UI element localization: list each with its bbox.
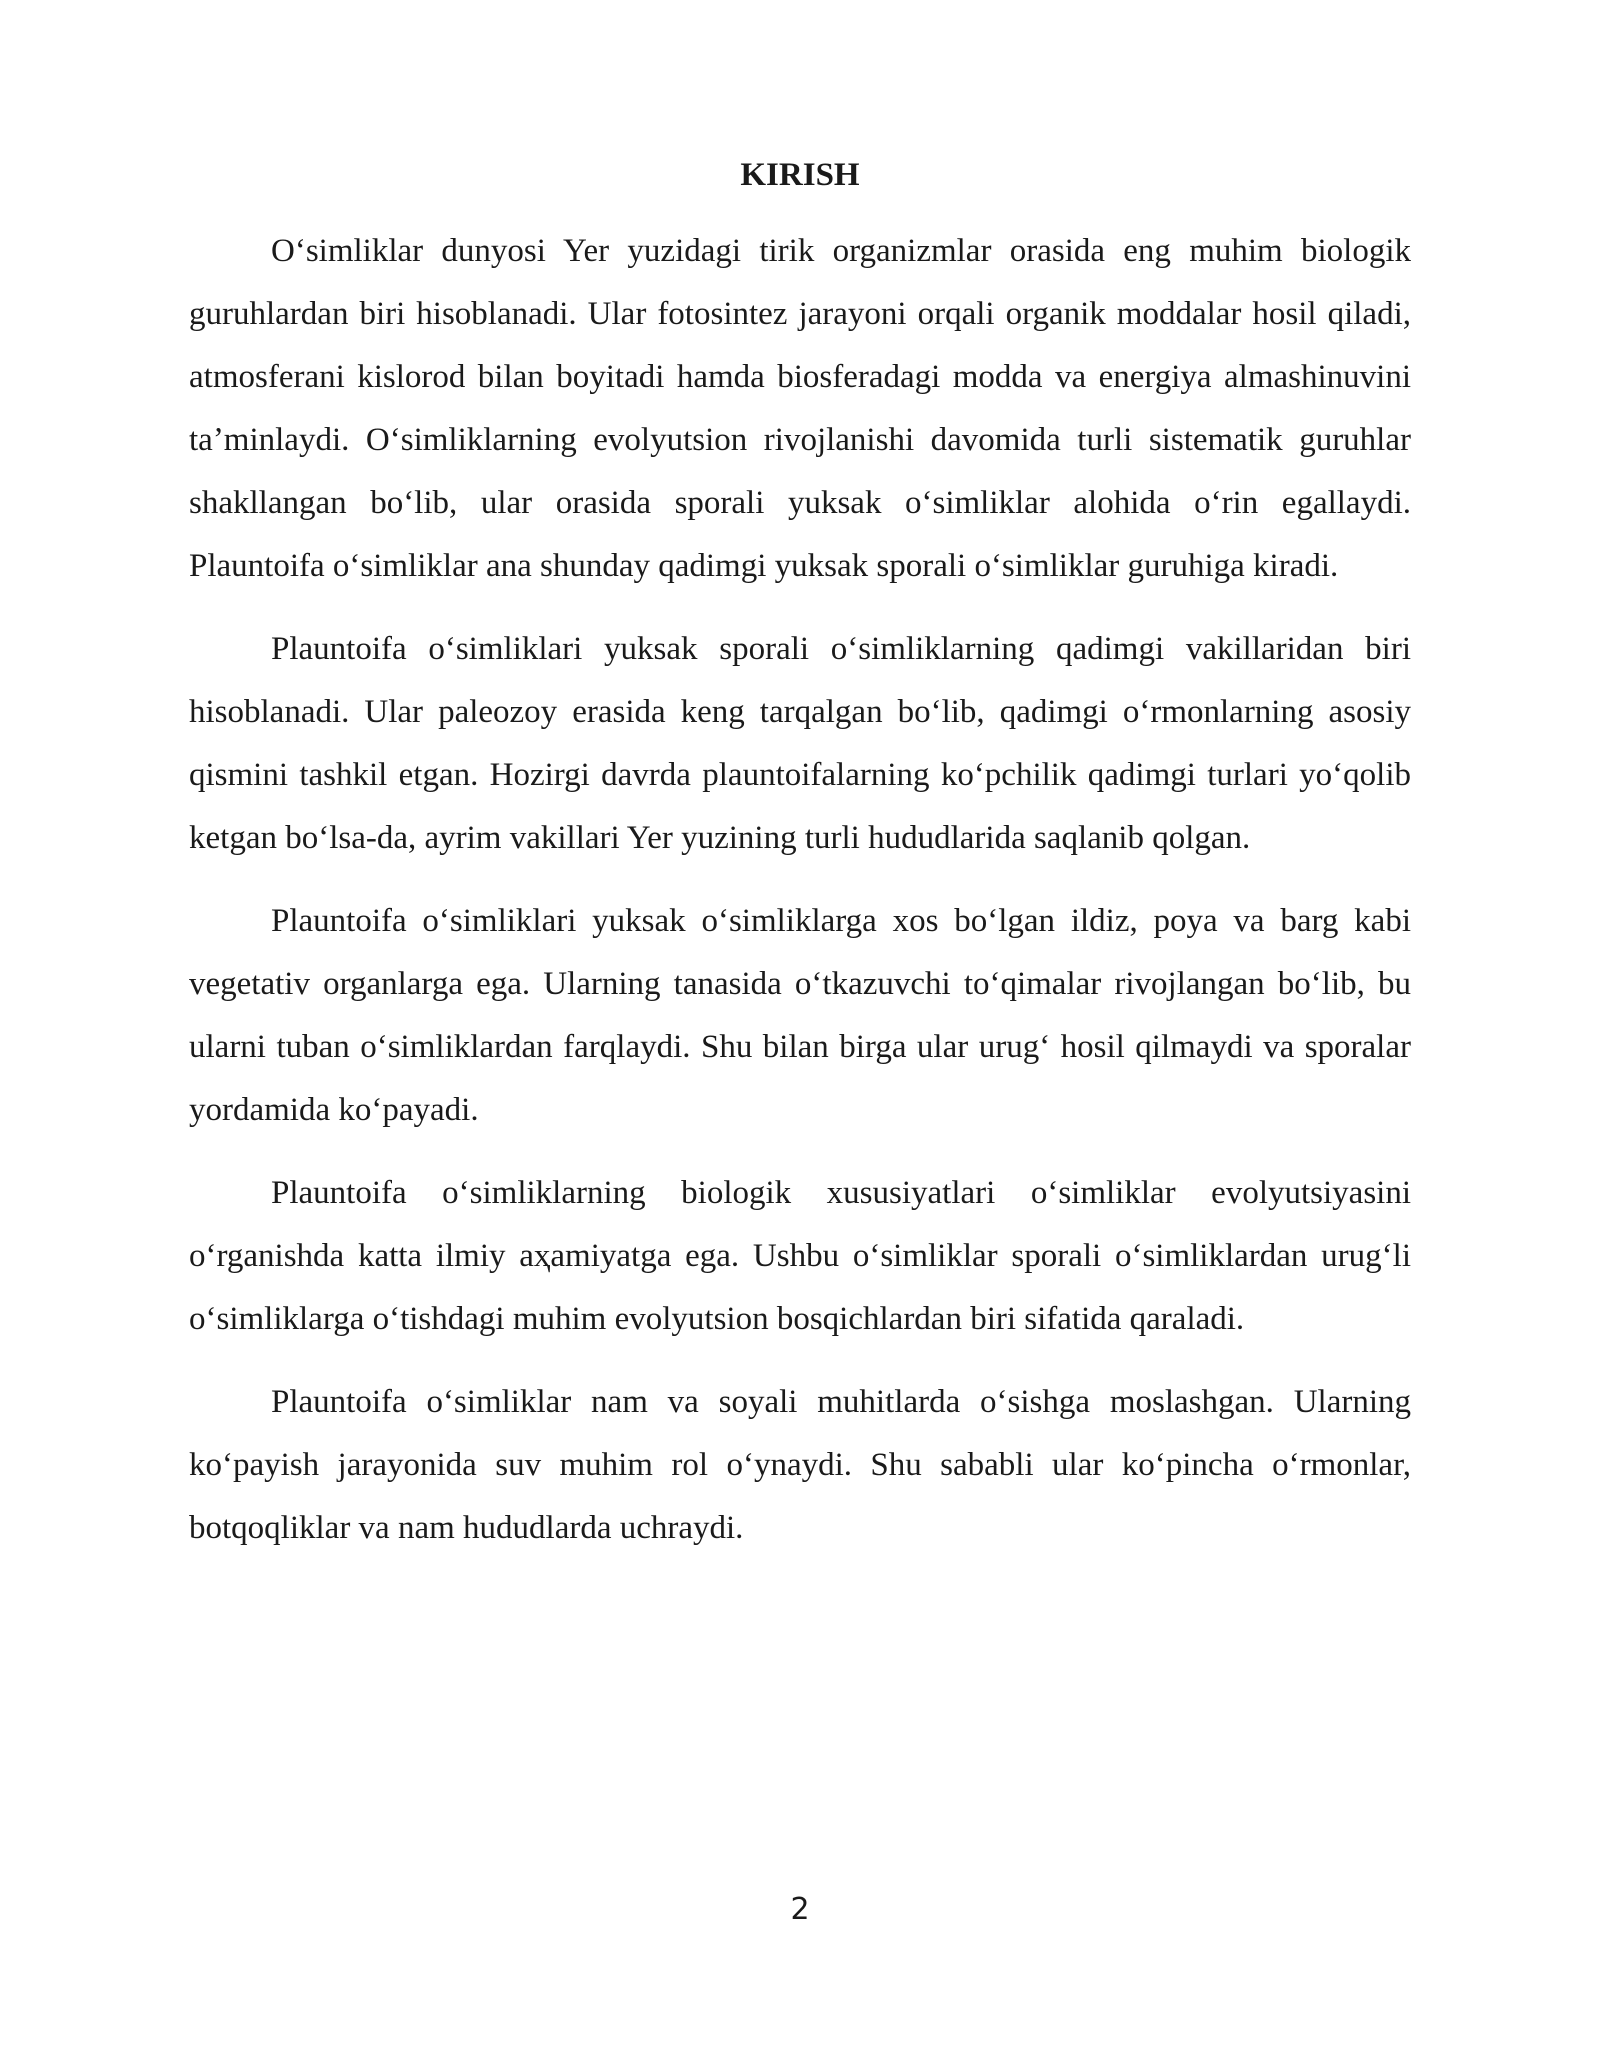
- page-title: KIRISH: [740, 157, 860, 193]
- page-content: [189, 150, 1411, 1580]
- paragraph-4: Plauntoifa oʻsimliklarning biologik xususiyatlari oʻsimliklar evolyutsiyasini oʻrganishda katta ilmiy aҳamiyatga ega. Ushbu oʻsimliklar sporali oʻsimliklardan urugʻli oʻsimliklarga oʻtishdagi muhim evolyutsion bosqichlardan biri sifatida qaraladi.: [189, 1175, 1411, 1337]
- paragraph-5: Plauntoifa oʻsimliklar nam va soyali muhitlarda oʻsishga moslashgan. Ularning koʻpayish jarayonida suv muhim rol oʻynaydi. Shu sababli ular koʻpincha oʻrmonlar, botqoqliklar va nam hududlarda uchraydi.: [189, 1384, 1411, 1546]
- paragraph-1: Oʻsimliklar dunyosi Yer yuzidagi tirik organizmlar orasida eng muhim biologik guruhlardan biri hisoblanadi. Ular fotosintez jarayoni orqali organik moddalar hosil qiladi, atmosferani kislorod bilan boyitadi hamda biosferadagi modda va energiya almashinuvini taʼminlaydi. Oʻsimliklarning evolyutsion rivojlanishi davomida turli sistematik guruhlar shakllangan boʻlib, ular orasida sporali yuksak oʻsimliklar alohida oʻrin egallaydi. Plauntoifa oʻsimliklar ana shunday qadimgi yuksak sporali oʻsimliklar guruhiga kiradi.: [189, 233, 1411, 584]
- paragraph-2: Plauntoifa oʻsimliklari yuksak sporali oʻsimliklarning qadimgi vakillaridan biri hisoblanadi. Ular paleozoy erasida keng tarqalgan boʻlib, qadimgi oʻrmonlarning asosiy qismini tashkil etgan. Hozirgi davrda plauntoifalarning koʻpchilik qadimgi turlari yoʻqolib ketgan boʻlsa-da, ayrim vakillari Yer yuzining turli hududlarida saqlanib qolgan.: [189, 631, 1411, 856]
- page-number: 2: [790, 1892, 810, 1927]
- paragraph-3: Plauntoifa oʻsimliklari yuksak oʻsimliklarga xos boʻlgan ildiz, poya va barg kabi vegetativ organlarga ega. Ularning tanasida oʻtkazuvchi toʻqimalar rivojlangan boʻlib, bu ularni tuban oʻsimliklardan farqlaydi. Shu bilan birga ular urugʻ hosil qilmaydi va sporalar yordamida koʻpayadi.: [189, 903, 1411, 1128]
